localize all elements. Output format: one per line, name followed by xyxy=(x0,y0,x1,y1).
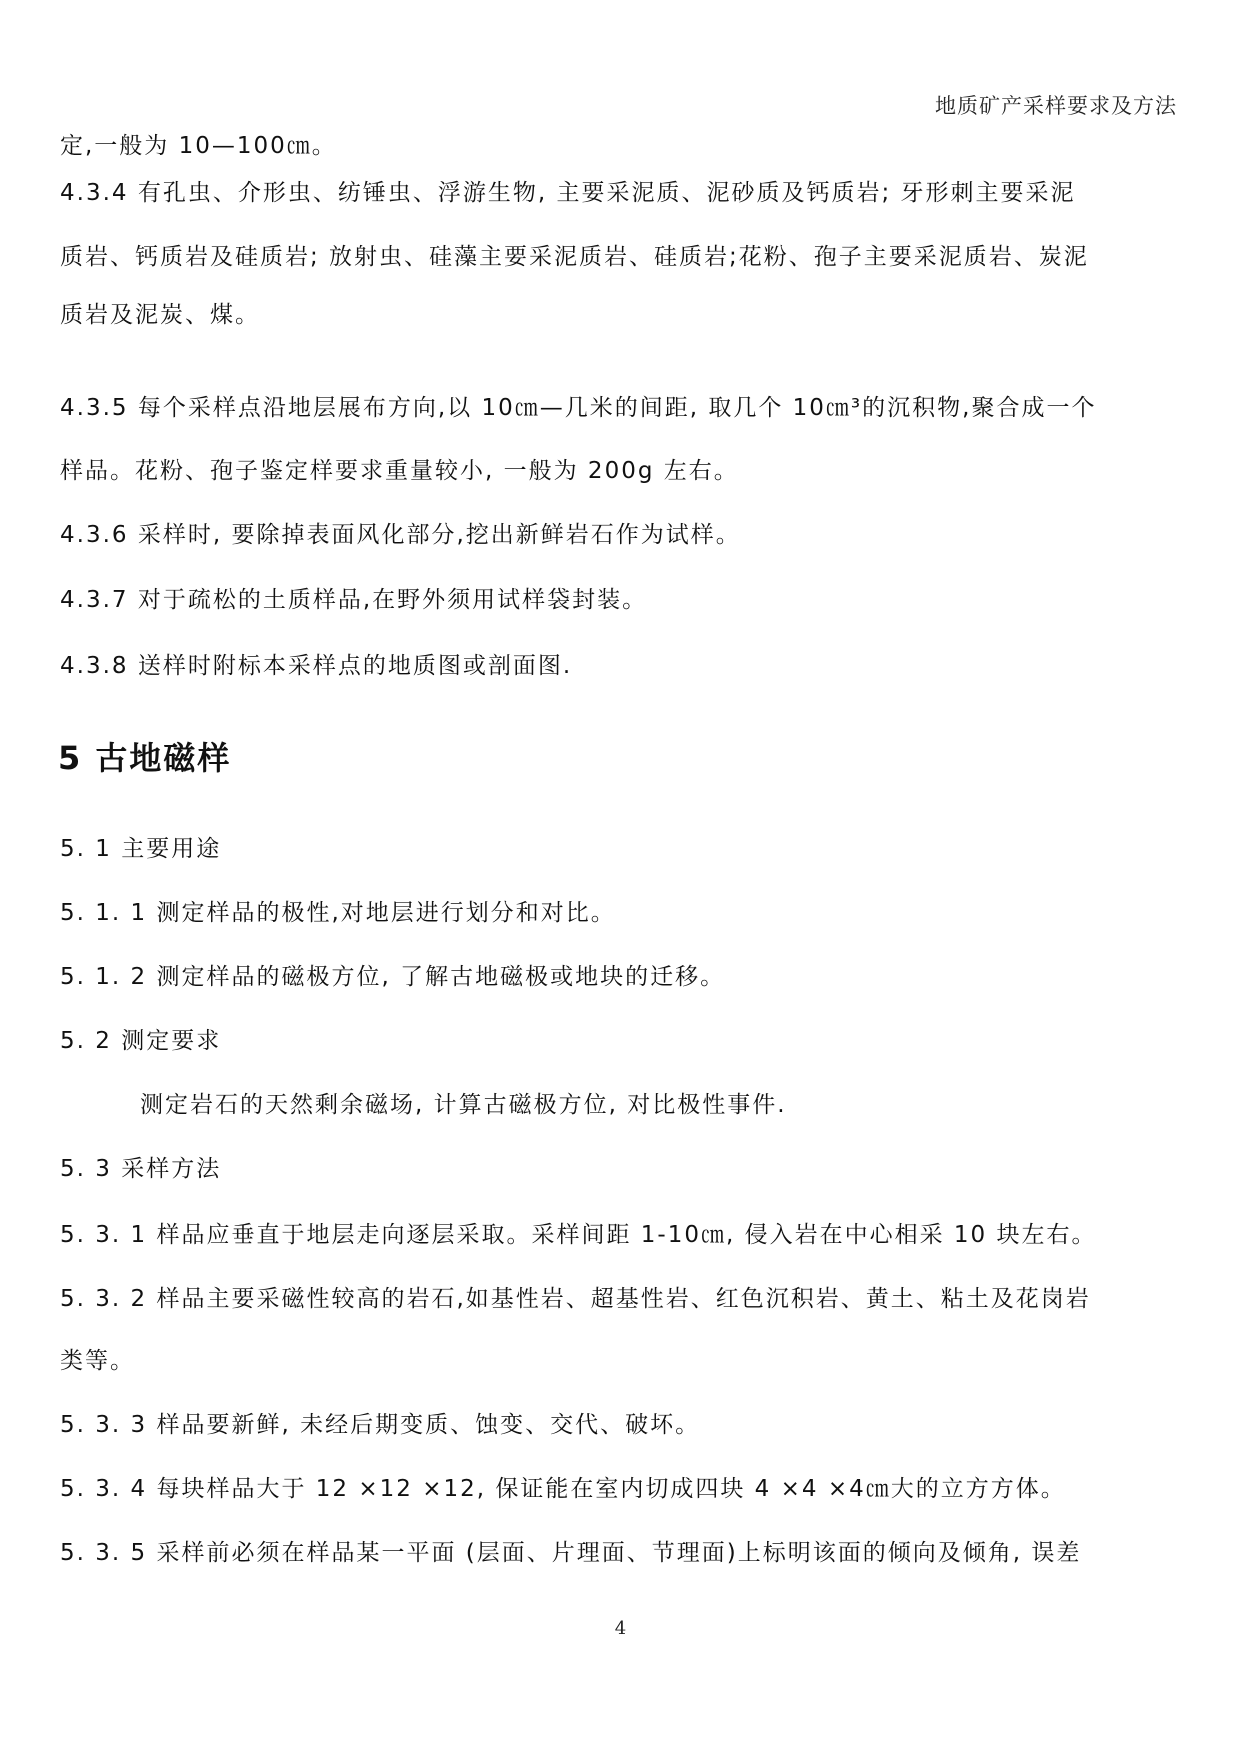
paragraph-line: 质岩、钙质岩及硅质岩; 放射虫、硅藻主要采泥质岩、硅质岩;花粉、孢子主要采泥质岩、炭泥 xyxy=(60,244,1089,270)
paragraph-line: 4.3.6 采样时, 要除掉表面风化部分,挖出新鲜岩石作为试样。 xyxy=(60,522,741,548)
section-line: 5. 3. 2 样品主要采磁性较高的岩石,如基性岩、超基性岩、红色沉积岩、黄土、粘土及花岗岩 xyxy=(60,1286,1091,1312)
section-line: 5. 1 主要用途 xyxy=(60,836,222,862)
section-line: 5. 2 测定要求 xyxy=(60,1028,222,1054)
paragraph-line: 4.3.5 每个采样点沿地层展布方向,以 10㎝—几米的间距, 取几个 10㎝³的沉积物,聚合成一个 xyxy=(60,395,1097,421)
section-line: 5. 3. 5 采样前必须在样品某一平面 (层面、片理面、节理面)上标明该面的倾向及倾角, 误差 xyxy=(60,1540,1082,1566)
section-line: 测定岩石的天然剩余磁场, 计算古磁极方位, 对比极性事件. xyxy=(140,1092,787,1118)
section-line: 5. 1. 2 测定样品的磁极方位, 了解古地磁极或地块的迁移。 xyxy=(60,964,726,990)
section-line: 5. 1. 1 测定样品的极性,对地层进行划分和对比。 xyxy=(60,900,616,926)
paragraph-line: 4.3.7 对于疏松的土质样品,在野外须用试样袋封装。 xyxy=(60,587,648,613)
paragraph-line: 样品。花粉、孢子鉴定样要求重量较小, 一般为 200g 左右。 xyxy=(60,458,739,484)
section-line: 5. 3. 3 样品要新鲜, 未经后期变质、蚀变、交代、破坏。 xyxy=(60,1412,701,1438)
paragraph-line: 4.3.4 有孔虫、介形虫、纺锤虫、浮游生物, 主要采泥质、泥砂质及钙质岩; 牙形刺主要采泥 xyxy=(60,180,1076,206)
running-header: 地质矿产采样要求及方法 xyxy=(935,94,1177,118)
section-line: 5. 3. 1 样品应垂直于地层走向逐层采取。采样间距 1-10㎝, 侵入岩在中心相采 10 块左右。 xyxy=(60,1222,1097,1248)
section-line: 5. 3 采样方法 xyxy=(60,1156,222,1182)
page-number: 4 xyxy=(614,1618,627,1639)
section-line: 类等。 xyxy=(60,1348,135,1374)
paragraph-line: 质岩及泥炭、煤。 xyxy=(60,302,260,328)
paragraph-line: 定,一般为 10—100㎝。 xyxy=(60,133,337,159)
section-heading: 5 古地磁样 xyxy=(58,739,232,777)
paragraph-line: 4.3.8 送样时附标本采样点的地质图或剖面图. xyxy=(60,653,573,679)
section-line: 5. 3. 4 每块样品大于 12 ×12 ×12, 保证能在室内切成四块 4 ×4 ×4㎝大的立方方体。 xyxy=(60,1476,1066,1502)
